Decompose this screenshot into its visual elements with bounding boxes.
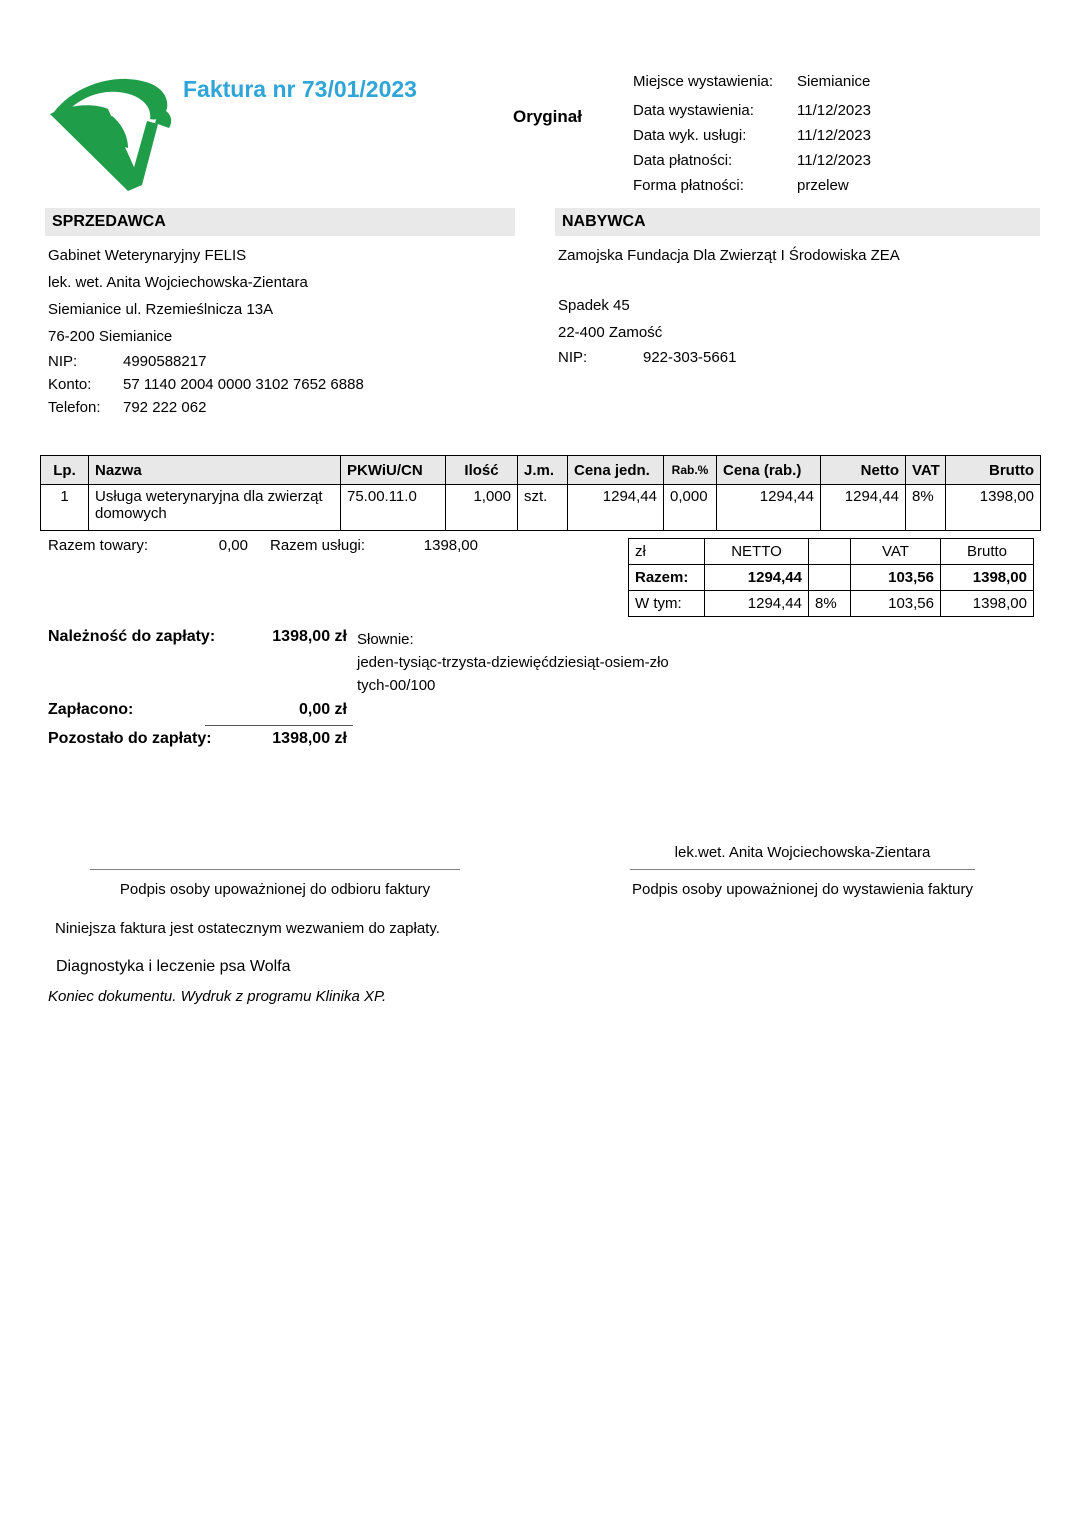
- item-netto: 1294,44: [821, 485, 906, 531]
- seller-nip-label: NIP:: [48, 353, 78, 370]
- buyer-street: Spadek 45: [558, 297, 630, 314]
- meta-issue-date-row: [633, 102, 1053, 127]
- vat-brutto-header: Brutto: [941, 539, 1034, 565]
- amount-in-words-label: Słownie:: [357, 631, 414, 648]
- meta-place-value: Siemianice: [797, 73, 871, 90]
- meta-service-date-label: Data wyk. usługi:: [633, 127, 747, 144]
- receiver-signature-line: [90, 869, 460, 870]
- seller-street: Siemianice ul. Rzemieślnicza 13A: [48, 301, 274, 318]
- issuer-signature-line: [630, 869, 975, 870]
- issuer-signature-name: lek.wet. Anita Wojciechowska-Zientara: [674, 844, 931, 861]
- amount-due-value: 1398,00 zł: [272, 628, 347, 645]
- item-price-after-discount: 1294,44: [717, 485, 821, 531]
- vat-rate-header: [809, 539, 851, 565]
- item-unit-price: 1294,44: [568, 485, 664, 531]
- buyer-city: 22-400 Zamość: [558, 324, 663, 341]
- item-pkwiu: 75.00.11.0: [341, 485, 446, 531]
- veterinary-v-logo-icon: [42, 70, 192, 195]
- vat-total-rate: [809, 565, 851, 591]
- seller-section-header: SPRZEDAWCA: [45, 208, 515, 236]
- meta-payment-date-row: [633, 152, 1053, 177]
- buyer-nip-label: NIP:: [558, 349, 588, 366]
- meta-service-date-row: [633, 127, 1053, 152]
- remaining-label: Pozostało do zapłaty:: [48, 730, 212, 747]
- seller-phone-label: Telefon:: [48, 399, 101, 416]
- buyer-details: [558, 242, 1028, 369]
- vat-total-row: [629, 565, 1034, 591]
- vat-summary-table: [628, 538, 1034, 617]
- vat-netto-header: NETTO: [705, 539, 809, 565]
- col-header-vat: VAT: [906, 456, 946, 485]
- total-goods-value: 0,00: [218, 537, 248, 554]
- item-unit: szt.: [518, 485, 568, 531]
- meta-payment-date-value: 11/12/2023: [797, 152, 871, 169]
- meta-place-label: Miejsce wystawienia:: [633, 73, 774, 90]
- item-lp: 1: [41, 485, 89, 531]
- meta-place-row: [633, 73, 1053, 98]
- vat-breakdown-brutto: 1398,00: [941, 591, 1034, 617]
- vat-total-netto: 1294,44: [705, 565, 809, 591]
- buyer-spacer: [558, 269, 1028, 292]
- item-qty: 1,000: [446, 485, 518, 531]
- seller-account-row: [48, 373, 508, 396]
- paid-separator-line: [205, 725, 353, 726]
- amount-in-words: [357, 628, 727, 697]
- meta-service-date-value: 11/12/2023: [797, 127, 871, 144]
- seller-company-name: Gabinet Weterynaryjny FELIS: [48, 247, 247, 264]
- vat-summary-header-row: [629, 539, 1034, 565]
- seller-nip-value: 4990588217: [123, 353, 207, 370]
- seller-details: [48, 242, 508, 419]
- vat-vat-header: VAT: [851, 539, 941, 565]
- invoice-meta: [633, 73, 1053, 202]
- total-services-value: 1398,00: [423, 537, 478, 554]
- meta-issue-date-label: Data wystawienia:: [633, 102, 754, 119]
- item-row: [41, 485, 1041, 531]
- amount-due-label: Należność do zapłaty:: [48, 628, 216, 645]
- col-header-nazwa: Nazwa: [89, 456, 341, 485]
- vat-breakdown-label: W tym:: [629, 591, 705, 617]
- total-goods-label: Razem towary:: [48, 537, 149, 554]
- remaining-value: 1398,00 zł: [272, 730, 347, 747]
- seller-city: 76-200 Siemianice: [48, 328, 173, 345]
- seller-account-label: Konto:: [48, 376, 92, 393]
- seller-nip-row: [48, 350, 508, 373]
- seller-account-value: 57 1140 2004 0000 3102 7652 6888: [123, 376, 364, 393]
- item-discount: 0,000: [664, 485, 717, 531]
- meta-payment-form-value: przelew: [797, 177, 849, 194]
- invoice-title: Faktura nr 73/01/2023: [183, 76, 417, 102]
- items-header-row: [41, 456, 1041, 485]
- paid-label: Zapłacono:: [48, 701, 134, 718]
- meta-issue-date-value: 11/12/2023: [797, 102, 871, 119]
- vat-currency-label: zł: [629, 539, 705, 565]
- total-services-label: Razem usługi:: [270, 537, 366, 554]
- final-demand-note: Niniejsza faktura jest ostatecznym wezwaniem do zapłaty.: [55, 920, 440, 937]
- col-header-netto: Netto: [821, 456, 906, 485]
- col-header-cena-jedn: Cena jedn.: [568, 456, 664, 485]
- seller-person-name: lek. wet. Anita Wojciechowska-Zientara: [48, 274, 308, 291]
- buyer-nip-row: [558, 346, 1028, 369]
- items-table: [40, 455, 1041, 531]
- vat-total-label: Razem:: [629, 565, 705, 591]
- receiver-signature-caption: Podpis osoby upoważnionej do odbioru faktury: [119, 881, 431, 898]
- buyer-nip-value: 922-303-5661: [643, 349, 737, 366]
- col-header-pkwiu: PKWiU/CN: [341, 456, 446, 485]
- seller-phone-value: 792 222 062: [123, 399, 207, 416]
- col-header-brutto: Brutto: [946, 456, 1041, 485]
- service-description-note: Diagnostyka i leczenie psa Wolfa: [56, 958, 291, 975]
- col-header-ilosc: Ilość: [446, 456, 518, 485]
- vat-total-vat: 103,56: [851, 565, 941, 591]
- col-header-lp: Lp.: [41, 456, 89, 485]
- col-header-cena-rab: Cena (rab.): [717, 456, 821, 485]
- issuer-signature-caption: Podpis osoby upoważnionej do wystawienia faktury: [631, 881, 974, 898]
- meta-payment-form-row: [633, 177, 1053, 202]
- col-header-rabat: Rab.%: [664, 456, 717, 485]
- amount-in-words-line2: tych-00/100: [357, 677, 436, 694]
- col-header-jm: J.m.: [518, 456, 568, 485]
- buyer-section-header: NABYWCA: [555, 208, 1040, 236]
- meta-payment-form-label: Forma płatności:: [633, 177, 744, 194]
- seller-phone-row: [48, 396, 508, 419]
- vat-breakdown-rate: 8%: [809, 591, 851, 617]
- copy-type-label: Oryginał: [513, 107, 582, 126]
- paid-value: 0,00 zł: [298, 701, 347, 718]
- item-vat-rate: 8%: [906, 485, 946, 531]
- item-brutto: 1398,00: [946, 485, 1041, 531]
- vat-breakdown-netto: 1294,44: [705, 591, 809, 617]
- amount-in-words-line1: jeden-tysiąc-trzysta-dziewięćdziesiąt-osiem-zło: [357, 654, 669, 671]
- vat-breakdown-row: [629, 591, 1034, 617]
- meta-payment-date-label: Data płatności:: [633, 152, 733, 169]
- vat-total-brutto: 1398,00: [941, 565, 1034, 591]
- item-name: Usługa weterynaryjna dla zwierząt domowych: [89, 485, 341, 531]
- vat-breakdown-vat: 103,56: [851, 591, 941, 617]
- buyer-name: Zamojska Fundacja Dla Zwierząt I Środowiska ZEA: [558, 247, 900, 264]
- end-of-document-note: Koniec dokumentu. Wydruk z programu Klinika XP.: [48, 988, 387, 1005]
